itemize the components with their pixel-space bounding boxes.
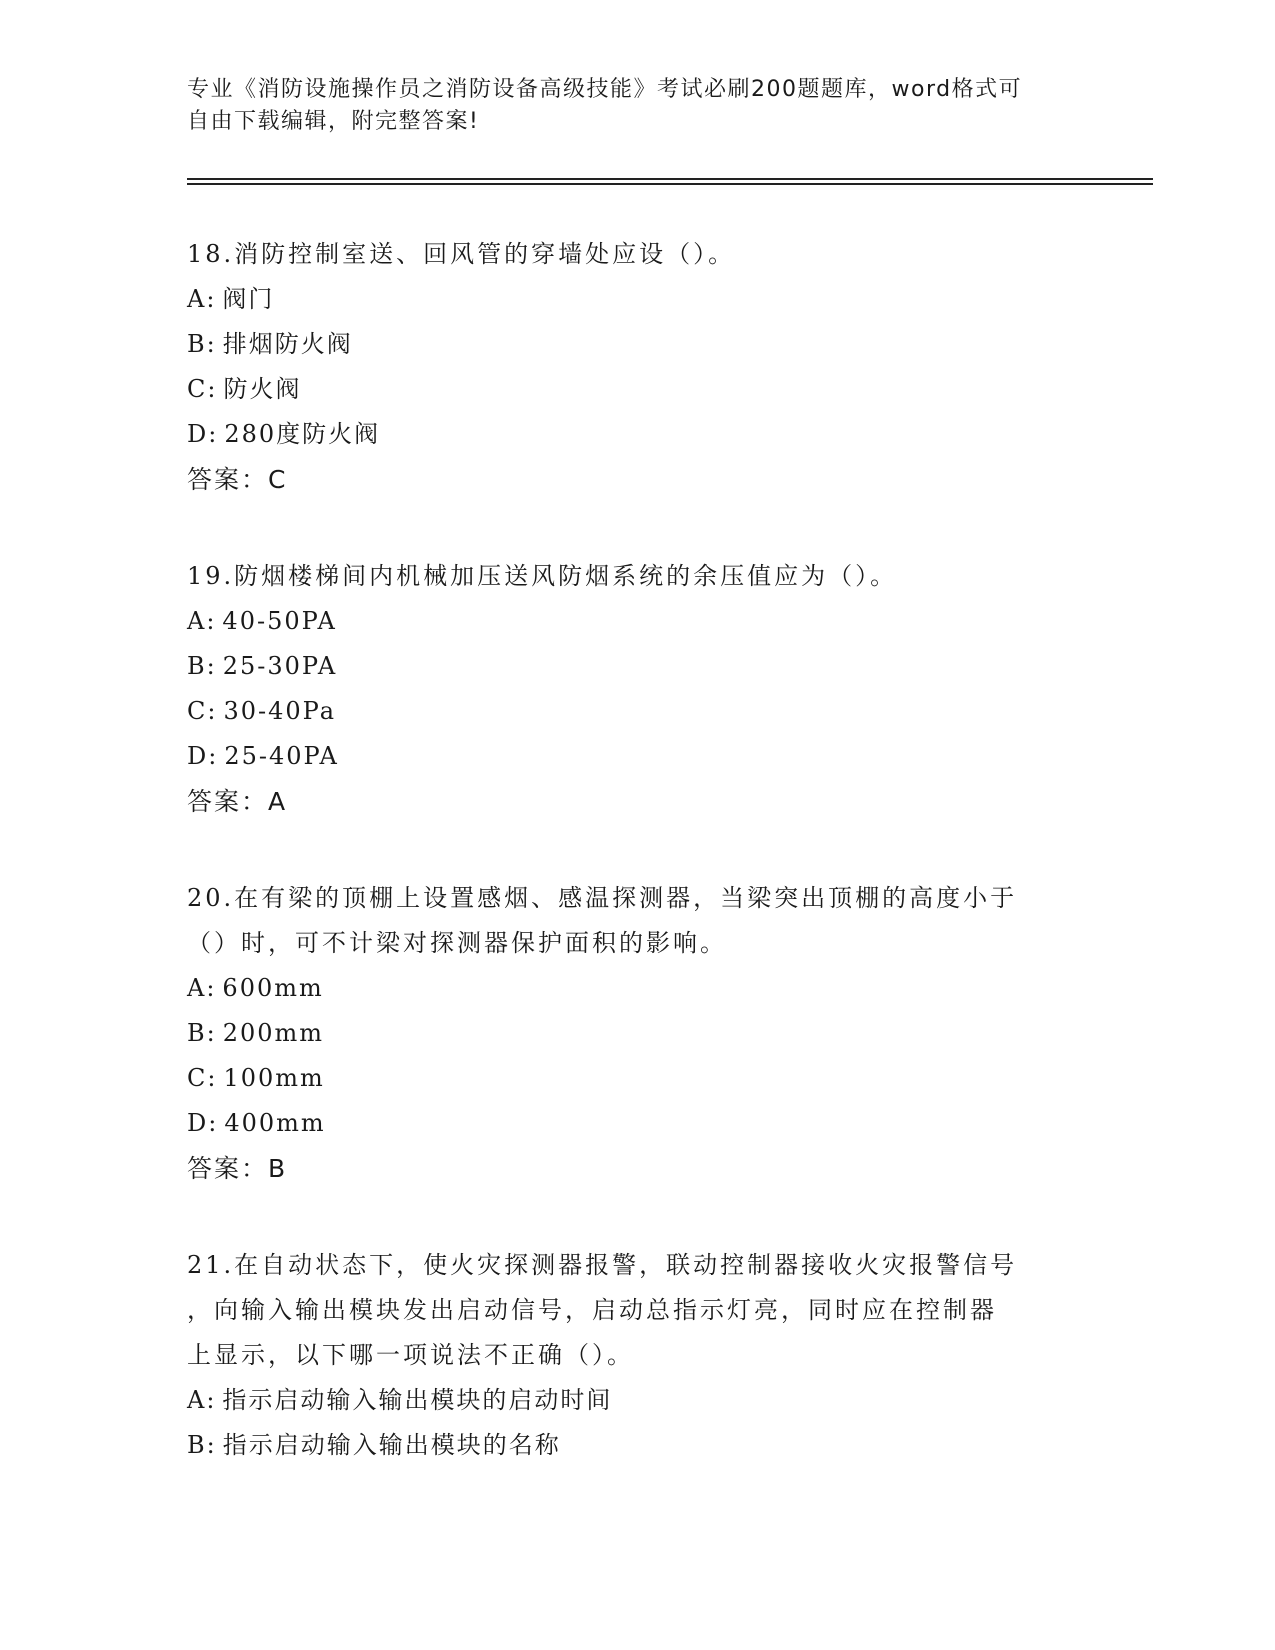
option-text: 200mm [222, 1019, 325, 1047]
option-text: 600mm [222, 974, 324, 1002]
question-spacer [187, 1191, 1087, 1243]
option-text: 指示启动输入输出模块的启动时间 [222, 1386, 613, 1414]
question-spacer [187, 502, 1087, 554]
question-stem-line: 18.消防控制室送、回风管的穿墙处应设（）。 [187, 240, 736, 268]
answer-option [187, 277, 1087, 322]
option-letter: B: [187, 1431, 217, 1459]
answer-option [187, 322, 1087, 367]
option-letter: C: [187, 375, 218, 403]
header-divider-bottom [187, 183, 1153, 185]
option-text: 防火阀 [223, 375, 302, 403]
question-item [187, 1243, 1087, 1468]
answer-option [187, 367, 1087, 412]
option-text: 25-40PA [224, 742, 339, 770]
option-letter: B: [187, 1019, 217, 1047]
option-letter: D: [187, 742, 219, 770]
option-letter: C: [187, 697, 218, 725]
header-line-1: 专业《消防设施操作员之消防设备高级技能》考试必刷200题题库，word格式可 [187, 77, 1023, 102]
question-stem-line: 19.防烟楼梯间内机械加压送风防烟系统的余压值应为（）。 [187, 562, 898, 590]
option-text: 排烟防火阀 [222, 330, 353, 358]
option-letter: A: [187, 974, 217, 1002]
question-item [187, 876, 1087, 1191]
option-letter: B: [187, 330, 217, 358]
option-text: 40-50PA [222, 607, 337, 635]
option-letter: B: [187, 652, 217, 680]
answer-key: 答案：B [187, 1154, 288, 1183]
option-text: 100mm [223, 1064, 325, 1092]
option-letter: A: [187, 607, 217, 635]
answer-option [187, 1101, 1087, 1146]
question-stem-line: 上显示，以下哪一项说法不正确（）。 [187, 1341, 634, 1369]
answer-option [187, 1423, 1087, 1468]
option-text: 30-40Pa [223, 697, 337, 725]
answer-option [187, 1378, 1087, 1423]
answer-key: 答案：C [187, 465, 288, 494]
answer-option [187, 644, 1087, 689]
answer-option [187, 1056, 1087, 1101]
answer-option [187, 1011, 1087, 1056]
answer-option [187, 966, 1087, 1011]
option-text: 指示启动输入输出模块的名称 [222, 1431, 561, 1459]
option-text: 25-30PA [222, 652, 338, 680]
answer-option [187, 734, 1087, 779]
option-letter: A: [187, 1386, 217, 1414]
question-stem-line: （）时，可不计梁对探测器保护面积的影响。 [187, 929, 727, 957]
option-letter: C: [187, 1064, 218, 1092]
question-stem-line: ，向输入输出模块发出启动信号，启动总指示灯亮，同时应在控制器 [187, 1296, 997, 1324]
answer-option [187, 599, 1087, 644]
answer-key: 答案：A [187, 787, 288, 816]
document-header [187, 74, 1087, 138]
header-divider-top [187, 178, 1153, 180]
option-letter: D: [187, 420, 219, 448]
question-stem-line: 20.在有梁的顶棚上设置感烟、感温探测器，当梁突出顶棚的高度小于 [187, 884, 1018, 912]
answer-option [187, 412, 1087, 457]
option-letter: D: [187, 1109, 219, 1137]
option-letter: A: [187, 285, 217, 313]
option-text: 阀门 [222, 285, 275, 313]
question-list [187, 232, 1087, 1468]
question-item [187, 232, 1087, 502]
header-line-2: 自由下载编辑，附完整答案! [187, 109, 480, 134]
answer-option [187, 689, 1087, 734]
question-spacer [187, 824, 1087, 876]
question-stem-line: 21.在自动状态下，使火灾探测器报警，联动控制器接收火灾报警信号 [187, 1251, 1018, 1279]
question-item [187, 554, 1087, 824]
option-text: 280度防火阀 [224, 420, 381, 448]
option-text: 400mm [224, 1109, 326, 1137]
